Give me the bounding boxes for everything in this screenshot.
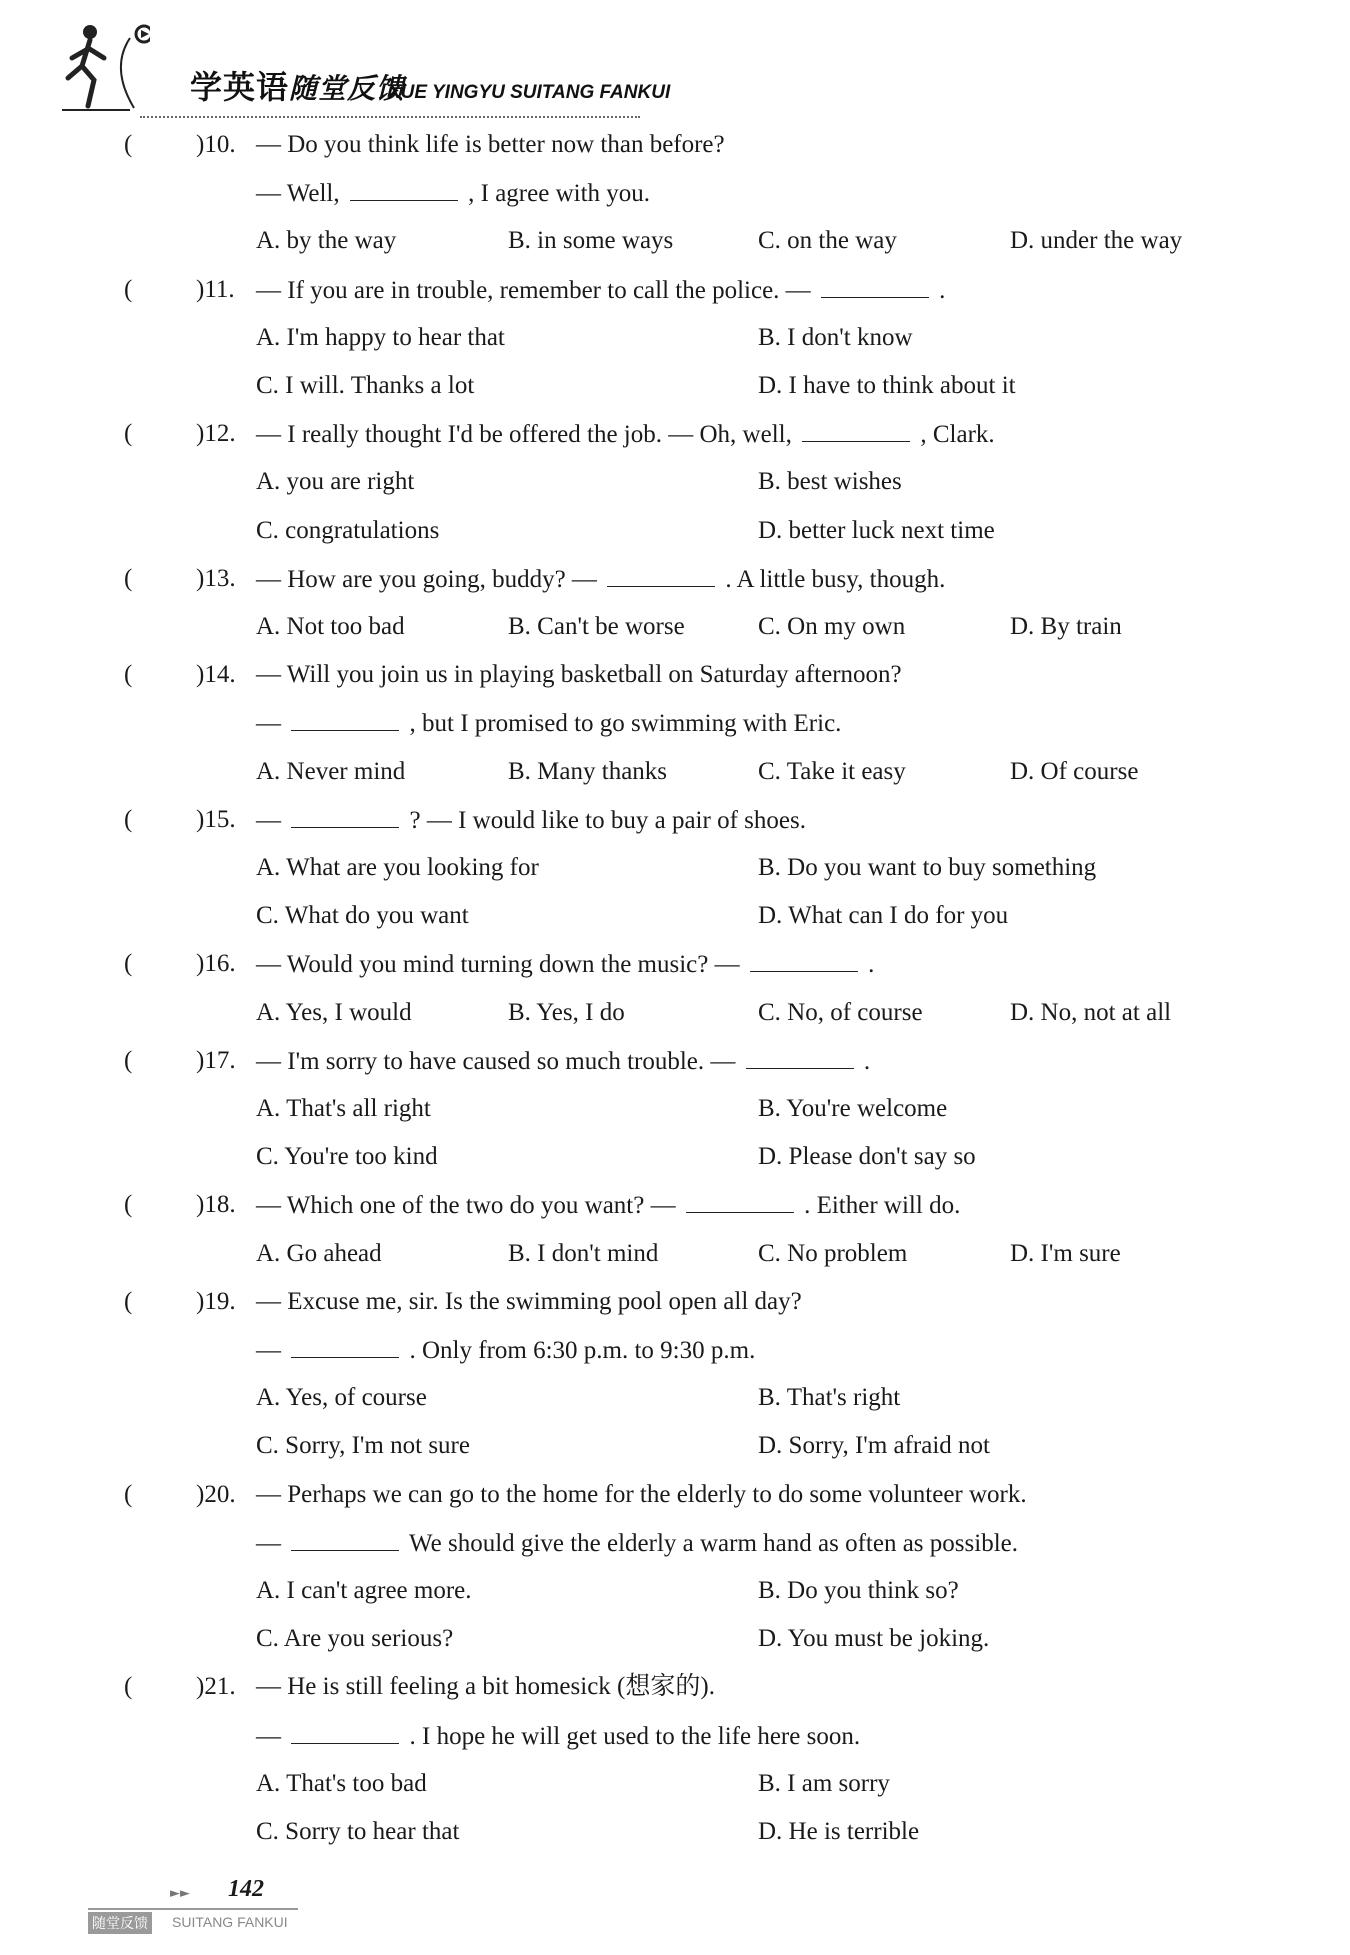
stem-text: , I agree with you. (461, 180, 651, 208)
header-title-cn-sub: 随堂反馈 (289, 72, 406, 105)
stem-text: — Perhaps we can go to the home for the elderly to do some volunteer work. (256, 1480, 1027, 1508)
question-number: )20. (196, 1480, 236, 1508)
option-c[interactable]: C. congratulations (256, 516, 440, 544)
stem-text: . I hope he will get used to the life here soon. (403, 1722, 861, 1750)
stem-text: , but I promised to go swimming with Eric. (403, 710, 842, 738)
answer-paren: ( (124, 1287, 133, 1315)
stem-text: — Do you think life is better now than before? (256, 131, 725, 158)
answer-blank[interactable] (291, 1335, 399, 1358)
stem-text: — (256, 710, 288, 738)
stem-text: . A little busy, though. (719, 565, 946, 593)
option-b[interactable]: B. Can't be worse (508, 613, 685, 640)
stem-text: — If you are in trouble, remember to call the police. — (256, 276, 817, 304)
question-number: )10. (196, 131, 236, 158)
question-stem-line (256, 1480, 1027, 1510)
option-c[interactable]: C. on the way (758, 227, 897, 255)
answer-blank[interactable] (291, 708, 399, 731)
option-b[interactable]: B. Many thanks (508, 757, 668, 785)
option-a[interactable]: A. Not too bad (256, 613, 405, 640)
answer-paren: ( (124, 1191, 133, 1219)
question-stem-line (256, 564, 945, 595)
stem-text: , Clark. (914, 421, 995, 449)
answer-paren: ( (124, 1673, 133, 1701)
option-c[interactable]: C. You're too kind (256, 1143, 438, 1171)
option-c[interactable]: C. No problem (758, 1239, 908, 1267)
question-number: )11. (196, 275, 235, 303)
stem-text: — Excuse me, sir. Is the swimming pool open all day? (256, 1287, 802, 1315)
option-b[interactable]: B. I don't mind (508, 1239, 659, 1267)
question-number: )14. (196, 661, 236, 689)
answer-blank[interactable] (746, 1046, 854, 1069)
answer-blank[interactable] (291, 805, 399, 828)
footer-divider (88, 1908, 298, 1910)
question-number: )18. (196, 1191, 236, 1219)
question-stem-line (256, 1046, 870, 1077)
footer-tag-en: SUITANG FANKUI (172, 1914, 288, 1930)
answer-paren: ( (124, 420, 133, 448)
answer-paren: ( (124, 1480, 133, 1508)
question-stem-line (256, 419, 995, 450)
runner-logo-icon (60, 18, 150, 118)
question-stem-line (256, 708, 841, 739)
answer-blank[interactable] (686, 1190, 794, 1213)
option-c[interactable]: C. No, of course (758, 998, 923, 1026)
stem-text: — How are you going, buddy? — (256, 565, 604, 593)
question-stem-line (256, 1335, 755, 1366)
option-b[interactable]: B. in some ways (508, 227, 674, 255)
question-stem-line (256, 1190, 960, 1221)
footer-arrow-icon: ►► (170, 1886, 190, 1901)
question-stem-line (256, 660, 902, 690)
answer-blank[interactable] (291, 1528, 399, 1551)
option-a[interactable]: A. Yes, of course (256, 1384, 427, 1412)
option-c[interactable]: C. Take it easy (758, 757, 906, 785)
question-number: )17. (196, 1046, 236, 1074)
option-a[interactable]: A. That's all right (256, 1095, 431, 1122)
option-a[interactable]: A. That's too bad (256, 1769, 427, 1797)
option-c[interactable]: C. On my own (758, 613, 906, 640)
answer-paren: ( (124, 131, 133, 158)
question-stem-line (256, 805, 806, 836)
question-number: )16. (196, 950, 236, 978)
option-b[interactable]: B. I don't know (758, 323, 913, 351)
answer-paren: ( (124, 805, 133, 833)
answer-paren: ( (124, 1046, 133, 1074)
option-d[interactable]: D. Of course (1010, 757, 1139, 785)
option-a[interactable]: A. I can't agree more. (256, 1577, 472, 1604)
answer-paren: ( (124, 661, 133, 689)
page-number: 142 (228, 1876, 264, 1902)
header-title-cn-main: 学英语 (190, 68, 290, 106)
question-stem-line (256, 1287, 802, 1317)
question-stem-line (256, 130, 725, 160)
header-title-cn (190, 62, 405, 108)
option-c[interactable]: C. What do you want (256, 902, 469, 930)
option-d[interactable]: D. under the way (1010, 227, 1183, 255)
option-d[interactable]: D. You must be joking. (758, 1625, 990, 1653)
option-a[interactable]: A. by the way (256, 227, 397, 255)
stem-text: . Either will do. (797, 1192, 961, 1220)
option-c[interactable]: C. Are you serious? (256, 1625, 454, 1653)
stem-text: — (256, 1529, 288, 1557)
stem-text: . (932, 276, 946, 304)
question-number: )13. (196, 564, 236, 592)
stem-text: . Only from 6:30 p.m. to 9:30 p.m. (403, 1337, 756, 1364)
stem-text: — I really thought I'd be offered the job. — Oh, well, (256, 421, 799, 449)
stem-text: — He is still feeling a bit homesick (想家的). (256, 1673, 715, 1701)
option-d[interactable]: D. Please don't say so (758, 1143, 976, 1171)
header (60, 18, 680, 118)
stem-text: . (861, 951, 875, 979)
question-number: )21. (196, 1673, 236, 1701)
option-b[interactable]: B. Do you think so? (758, 1577, 959, 1604)
footer-tag-cn: 随堂反馈 (88, 1912, 152, 1934)
option-d[interactable]: D. He is terrible (758, 1818, 920, 1845)
question-stem-line (256, 275, 945, 306)
stem-text: — I'm sorry to have caused so much trouble. — (256, 1047, 742, 1075)
stem-text: — Which one of the two do you want? — (256, 1192, 682, 1220)
answer-paren: ( (124, 564, 133, 592)
option-a[interactable]: A. I'm happy to hear that (256, 323, 505, 351)
option-a[interactable]: A. Never mind (256, 757, 406, 785)
question-stem-line (256, 178, 650, 209)
option-a[interactable]: A. What are you looking for (256, 854, 539, 881)
answer-blank[interactable] (350, 178, 458, 201)
option-b[interactable]: B. That's right (758, 1384, 901, 1412)
header-title-en: XUE YINGYU SUITANG FANKUI (388, 82, 671, 103)
answer-blank[interactable] (821, 275, 929, 298)
option-d[interactable]: D. I'm sure (1010, 1239, 1121, 1267)
answer-paren: ( (124, 275, 133, 303)
option-a[interactable]: A. you are right (256, 468, 415, 496)
question-number: )15. (196, 805, 236, 833)
stem-text: . (857, 1047, 871, 1075)
answer-blank[interactable] (750, 949, 858, 972)
option-a[interactable]: A. Yes, I would (256, 998, 412, 1026)
answer-blank[interactable] (291, 1721, 399, 1744)
footer (88, 1868, 388, 1938)
stem-text: — (256, 1722, 288, 1750)
option-c[interactable]: C. Sorry to hear that (256, 1818, 460, 1845)
answer-blank[interactable] (802, 419, 910, 442)
option-c[interactable]: C. I will. Thanks a lot (256, 372, 475, 399)
option-c[interactable]: C. Sorry, I'm not sure (256, 1432, 470, 1460)
question-number: )19. (196, 1287, 236, 1315)
option-d[interactable]: D. better luck next time (758, 516, 995, 544)
option-d[interactable]: D. By train (1010, 613, 1122, 640)
option-b[interactable]: B. I am sorry (758, 1769, 890, 1797)
question-stem-line (256, 949, 874, 980)
option-d[interactable]: D. No, not at all (1010, 998, 1172, 1026)
question-stem-line (256, 1528, 1018, 1559)
option-b[interactable]: B. Yes, I do (508, 998, 625, 1026)
answer-paren: ( (124, 950, 133, 978)
stem-text: ? — I would like to buy a pair of shoes. (403, 806, 806, 834)
header-divider (140, 116, 640, 121)
question-number: )12. (196, 420, 236, 448)
option-b[interactable]: B. You're welcome (758, 1095, 948, 1122)
stem-text: — Would you mind turning down the music? — (256, 951, 746, 979)
stem-text: We should give the elderly a warm hand as often as possible. (403, 1529, 1018, 1557)
option-b[interactable]: B. best wishes (758, 468, 902, 496)
stem-text: — Well, (256, 180, 346, 208)
option-d[interactable]: D. What can I do for you (758, 902, 1009, 930)
question-stem-line (256, 1721, 860, 1752)
option-b[interactable]: B. Do you want to buy something (758, 854, 1097, 881)
question-stem-line (256, 1672, 715, 1702)
option-a[interactable]: A. Go ahead (256, 1239, 382, 1267)
answer-blank[interactable] (607, 564, 715, 587)
stem-text: — (256, 1337, 288, 1364)
stem-text: — Will you join us in playing basketball on Saturday afternoon? (256, 661, 902, 689)
stem-text: — (256, 806, 288, 834)
option-d[interactable]: D. I have to think about it (758, 372, 1016, 399)
option-d[interactable]: D. Sorry, I'm afraid not (758, 1432, 990, 1460)
